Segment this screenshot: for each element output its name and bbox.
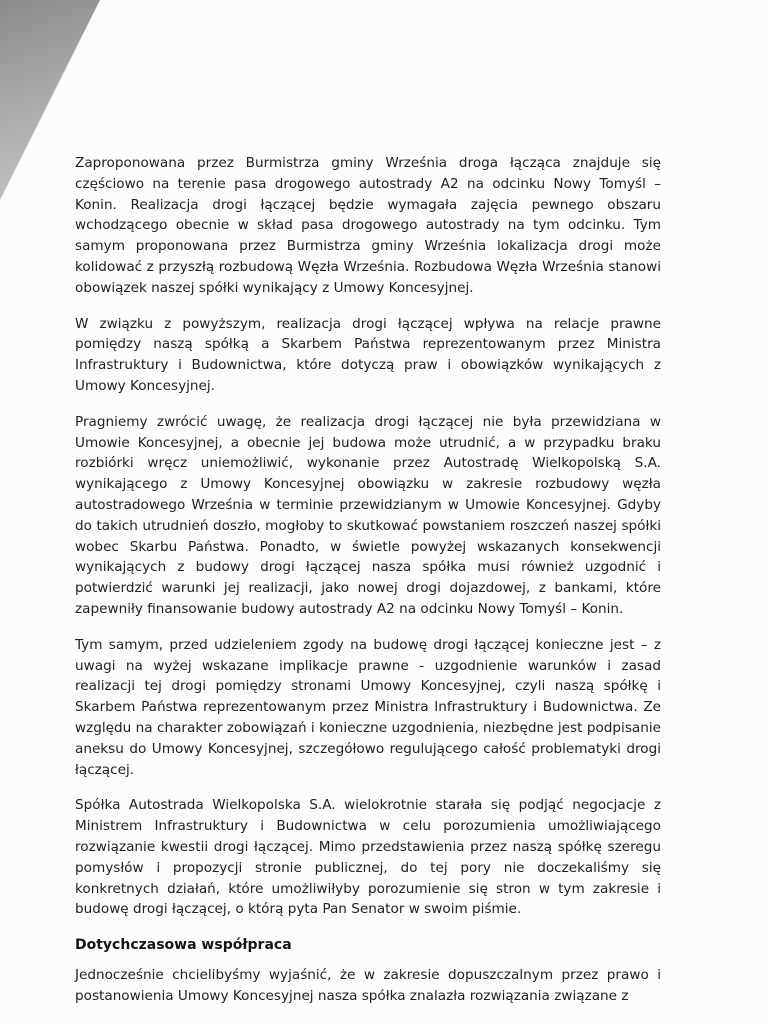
paragraph-4: Tym samym, przed udzieleniem zgody na budowę drogi łączącej konieczne jest – z uwagi na wyżej wskazane implikacje prawne - uzgodnienie warunków i zasad realizacji tej drogi pomiędzy stronami Umowy Koncesyjnej, czyli naszą spółkę i Skarbem Państwa reprezentowanym przez Ministra Infrastruktury i Budownictwa. Ze względu na charakter zobowiązań i konieczne uzgodnienia, niezbędne jest podpisanie aneksu do Umowy Koncesyjnej, szczegółowo regulującego całość problematyki drogi łączącej. <box>75 636 661 778</box>
document-body <box>75 153 661 1022</box>
section-heading: Dotychczasowa współpraca <box>75 937 292 954</box>
paragraph-2: W związku z powyższym, realizacja drogi łączącej wpływa na relacje prawne pomiędzy naszą spółką a Skarbem Państwa reprezentowanym przez Ministra Infrastruktury i Budownictwa, które dotyczą praw i obowiązków wynikających z Umowy Koncesyjnej. <box>75 315 661 394</box>
paragraph-6: Jednocześnie chcielibyśmy wyjaśnić, że w zakresie dopuszczalnym przez prawo i postanowienia Umowy Koncesyjnej nasza spółka znalazła rozwiązania związane z <box>75 967 661 1004</box>
paragraph-5: Spółka Autostrada Wielkopolska S.A. wielokrotnie starała się podjąć negocjacje z Ministrem Infrastruktury i Budownictwa w celu porozumienia umożliwiającego rozwiązanie kwestii drogi łączącej. Mimo przedstawienia przez naszą spółkę szeregu pomysłów i propozycji stronie publicznej, do tej pory nie doczekaliśmy się konkretnych działań, które umożliwiłyby porozumienie się stron w tym zakresie i budowę drogi łączącej, o którą pyta Pan Senator w swoim piśmie. <box>75 797 661 918</box>
paragraph-1: Zaproponowana przez Burmistrza gminy Września droga łącząca znajduje się częściowo na terenie pasa drogowego autostrady A2 na odcinku Nowy Tomyśl – Konin. Realizacja drogi łączącej będzie wymagała zajęcia pewnego obszaru wchodzącego obecnie w skład pasa drogowego autostrady na tym odcinku. Tym samym proponowana przez Burmistrza gminy Września lokalizacja drogi może kolidować z przyszłą rozbudową Węzła Września. Rozbudowa Węzła Września stanowi obowiązek naszej spółki wynikający z Umowy Koncesyjnej. <box>75 155 661 296</box>
paragraph-3: Pragniemy zwrócić uwagę, że realizacja drogi łączącej nie była przewidziana w Umowie Koncesyjnej, a obecnie jej budowa może utrudnić, a w przypadku braku rozbiórki wręcz uniemożliwić, wykonanie przez Autostradę Wielkopolską S.A. wynikającego z Umowy Koncesyjnej obowiązku w zakresie rozbudowy węzła autostradowego Września w terminie przewidzianym w Umowie Koncesyjnej. Gdyby do takich utrudnień doszło, mogłoby to skutkować powstaniem roszczeń naszej spółki wobec Skarbu Państwa. Ponadto, w świetle powyżej wskazanych konsekwencji wynikających z budowy drogi łączącej nasza spółka musi również uzgodnić i potwierdzić warunki jej realizacji, jako nowej drogi dojazdowej, z bankami, które zapewniły finansowanie budowy autostrady A2 na odcinku Nowy Tomyśl – Konin. <box>75 413 661 617</box>
